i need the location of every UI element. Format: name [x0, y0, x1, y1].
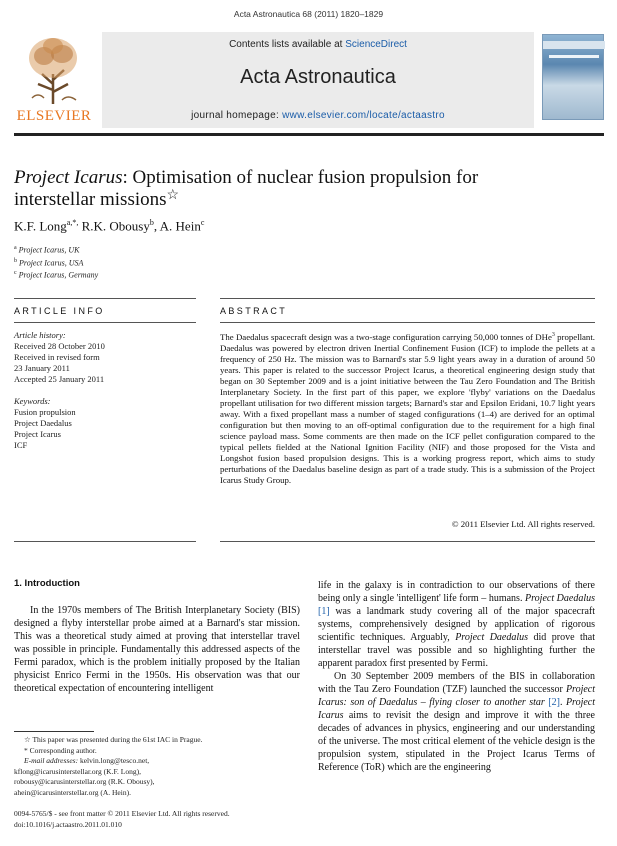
section-heading-introduction: 1. Introduction: [14, 578, 80, 589]
author-list: K.F. Long$^{a,*,}$ R.K. Obousy$^b$, A. Hein$^c$: [14, 218, 205, 234]
elsevier-logo[interactable]: [14, 32, 94, 128]
homepage-prefix: journal homepage:: [191, 110, 283, 121]
history-item: Accepted 25 January 2011: [14, 374, 105, 384]
email-link[interactable]: kflong@icarusinterstellar.org (K.F. Long),: [14, 766, 141, 776]
article-info-top-rule: [14, 298, 196, 299]
doi-link[interactable]: doi:10.1016/j.actaastro.2011.01.010: [14, 820, 122, 829]
body-column-left: [14, 604, 300, 695]
footnote-corresponding: * Corresponding author.: [24, 745, 97, 755]
affiliation-item: $^c$ Project Icarus, Germany: [14, 270, 99, 280]
history-label: Article history:: [14, 330, 66, 340]
publisher-name: ELSEVIER: [16, 108, 92, 124]
history-item: Received 28 October 2010: [14, 341, 105, 351]
abstract-bottom-rule: [220, 541, 595, 542]
issn-line: 0094-5765/$ - see front matter © 2011 Elsevier Ltd. All rights reserved.: [14, 809, 230, 818]
keyword-item[interactable]: Project Icarus: [14, 429, 61, 439]
abstract-sub-rule: [220, 322, 595, 323]
issn-doi-block: [14, 808, 314, 830]
sciencedirect-link[interactable]: ScienceDirect: [345, 39, 407, 50]
elsevier-tree-icon: [24, 34, 82, 106]
article-info-body: [14, 330, 194, 451]
footnote-star: ☆ This paper was presented during the 61st IAC in Prague.: [24, 735, 203, 744]
affiliation-item: $^b$ Project Icarus, USA: [14, 257, 84, 268]
affiliation-item: $^a$ Project Icarus, UK: [14, 245, 80, 255]
citation-link[interactable]: [2]: [548, 697, 560, 708]
journal-masthead: [14, 32, 604, 128]
article-info-heading: ARTICLE INFO: [14, 306, 105, 316]
keywords-label: Keywords:: [14, 396, 51, 406]
contents-prefix: Contents lists available at: [229, 39, 346, 50]
title-rest: : Optimisation of nuclear fusion propulsion for: [122, 167, 479, 188]
running-head: Acta Astronautica 68 (2011) 1820–1829: [233, 9, 384, 19]
intro-paragraph: life in the galaxy is in contradiction to our observations of there being only a single 'intelligent' life form – humans. Project Daedalus [1] was a landmark study covering all of the major spacecraft systems, comprehensively designed by application of rigorous scientific techniques. Arguably, Project Daedalus did prove that interstellar travel was possible and so highlighting further the apparent paradox first presented by Fermi.: [318, 580, 595, 669]
footnote-emails: E-mail addresses: kelvin.long@tesco.net,: [24, 756, 150, 765]
homepage-link[interactable]: www.elsevier.com/locate/actaastro: [282, 110, 445, 121]
history-item: Received in revised form: [14, 352, 100, 362]
intro-paragraph: In the 1970s members of The British Interplanetary Society (BIS) designed a flyby interstellar probe aimed at a Barnard's star mission. This was a theoretical study aimed at proving that interstellar travel was possible in principle. Fundamentally this addressed aspects of the Fermi paradox, which is the problem initially proposed by the Italian physicist Enrico Fermi in the 1950s. His observation was that our theoretical expectation of encountering intelligent: [14, 605, 300, 694]
paper-title: [14, 167, 514, 211]
history-item: 23 January 2011: [14, 363, 70, 373]
title-line2: interstellar missions: [14, 189, 167, 210]
abstract-copyright: © 2011 Elsevier Ltd. All rights reserved.: [451, 519, 595, 529]
intro-paragraph: On 30 September 2009 members of the BIS in collaboration with the Tau Zero Foundation (TZF) launched the successor Project Icarus: son of Daedalus – flying closer to another star [2]. Project Icarus aims to revisit the design and improve it with the three decades of advances in physics, engineering and our understanding of the universe. The most critical element of the vehicle design is the propulsion system, stipulated in the Project Icarus Terms of Reference (ToR) which are the engineering: [318, 671, 596, 773]
contents-line: [102, 39, 534, 50]
author-name[interactable]: K.F. Long: [14, 218, 67, 234]
keyword-item[interactable]: Fusion propulsion: [14, 407, 76, 417]
footnote-rule: [14, 731, 94, 732]
keyword-item[interactable]: ICF: [14, 440, 28, 450]
abstract-top-rule: [220, 298, 595, 299]
journal-homepage-line: [102, 110, 534, 121]
affiliations: [14, 243, 98, 281]
author-affiliation-mark[interactable]: a,*,: [66, 218, 79, 227]
journal-title: Acta Astronautica: [240, 66, 396, 88]
author-name[interactable]: R.K. Obousy: [81, 218, 150, 234]
author-name[interactable]: A. Hein: [159, 218, 201, 234]
title-footnote-star[interactable]: ☆: [166, 188, 180, 203]
article-info-sub-rule: [14, 322, 196, 323]
footnotes: [14, 735, 300, 798]
email-link[interactable]: ahein@icarusinterstellar.org (A. Hein).: [14, 787, 131, 797]
author-affiliation-mark[interactable]: c: [200, 218, 205, 227]
title-italic-part: Project Icarus: [14, 167, 123, 188]
journal-cover-thumbnail[interactable]: [542, 34, 604, 120]
article-info-bottom-rule: [14, 541, 196, 542]
masthead-rule: [14, 133, 604, 136]
email-link[interactable]: robousy@icarusinterstellar.org (R.K. Obousy),: [14, 777, 155, 786]
body-column-right: [318, 579, 595, 774]
masthead-banner: [102, 32, 534, 128]
email-link[interactable]: kelvin.long@tesco.net,: [79, 756, 150, 765]
author-affiliation-mark[interactable]: b: [149, 218, 154, 227]
keyword-item[interactable]: Project Daedalus: [14, 418, 72, 428]
citation-link[interactable]: [1]: [318, 606, 330, 617]
abstract-heading: ABSTRACT: [220, 306, 288, 316]
abstract-text: The Daedalus spacecraft design was a two-stage configuration carrying 50,000 tonnes of DHe$^3$ propellant. Daedalus was powered by electron driven Inertial Confinement Fusion (ICF) to implode the pellets at a frequency of 250 Hz. The mission was to Barnard's star 5.9 light years away in a duration of around 50 years. This paper is related to the successor Project Icarus, a theoretical engineering design study that began on 30 September 2009 and is a joint initiative between the Tau Zero Foundation and The British Interplanetary Society. In the first part of this paper, we explore 'flyby' variations on the Daedalus propellant utilisation for two different mission targets; Barnard's star and Epsilon Eridani, 10.7 light years away. With a fixed propellant mass a number of staged configurations (1–4) are derived for an optimal configuration but then moving to an off-optimal configuration due to the requirement for a high final science payload mass. Some comments are then made on the ICF pellet configuration compared to the typical pellets fielded at the National Ignition Facility (NIF) and those proposed for the Vista and Longshot fusion based propulsion designs. This is a working progress report, which aims to study perturbations of the Daedalus baseline design as part of a trade study. This is a submission of the Project Icarus Study Group.: [220, 331, 595, 485]
